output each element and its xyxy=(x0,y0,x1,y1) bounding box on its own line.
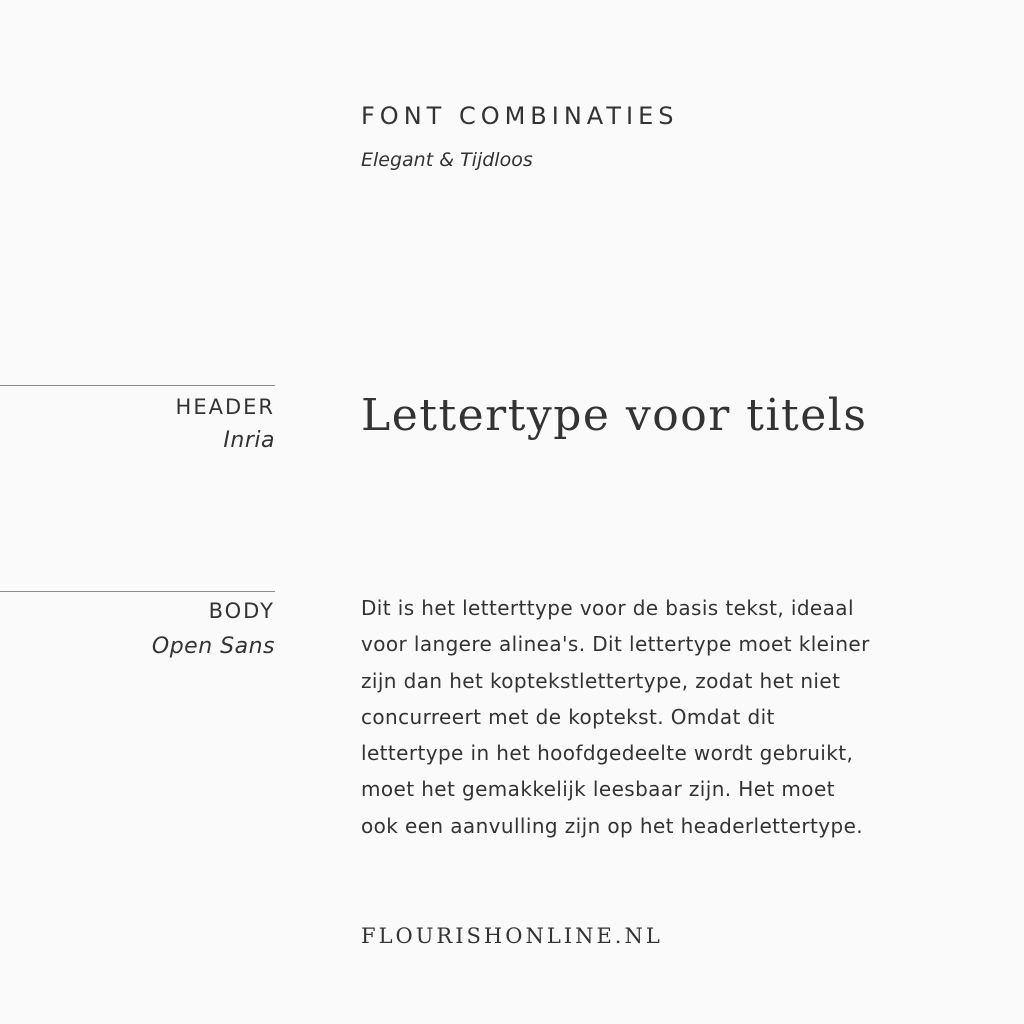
page-subtitle: Elegant & Tijdloos xyxy=(361,149,533,171)
body-divider xyxy=(0,591,275,592)
body-font-sample xyxy=(361,590,941,844)
footer-website: FLOURISHONLINE.NL xyxy=(361,924,663,948)
body-sample-line: moet het gemakkelijk leesbaar zijn. Het moet xyxy=(361,777,835,802)
body-section-label: BODY xyxy=(208,599,275,623)
header-font-sample: Lettertype voor titels xyxy=(361,390,868,441)
body-sample-line: lettertype in het hoofdgedeelte wordt gebruikt, xyxy=(361,741,854,766)
body-sample-line: zijn dan het koptekstlettertype, zodat het niet xyxy=(361,668,841,693)
page-title: FONT COMBINATIES xyxy=(361,102,679,130)
header-divider xyxy=(0,385,275,386)
body-sample-line: concurreert met de koptekst. Omdat dit xyxy=(361,704,775,729)
body-sample-line: Dit is het letterttype voor de basis tekst, ideaal xyxy=(361,596,854,620)
header-font-name: Inria xyxy=(223,428,275,453)
body-sample-line: ook een aanvulling zijn op het headerlettertype. xyxy=(361,813,864,838)
body-font-name: Open Sans xyxy=(151,634,275,659)
body-sample-line: voor langere alinea's. Dit lettertype moet kleiner xyxy=(361,632,870,657)
header-section-label: HEADER xyxy=(175,395,275,419)
